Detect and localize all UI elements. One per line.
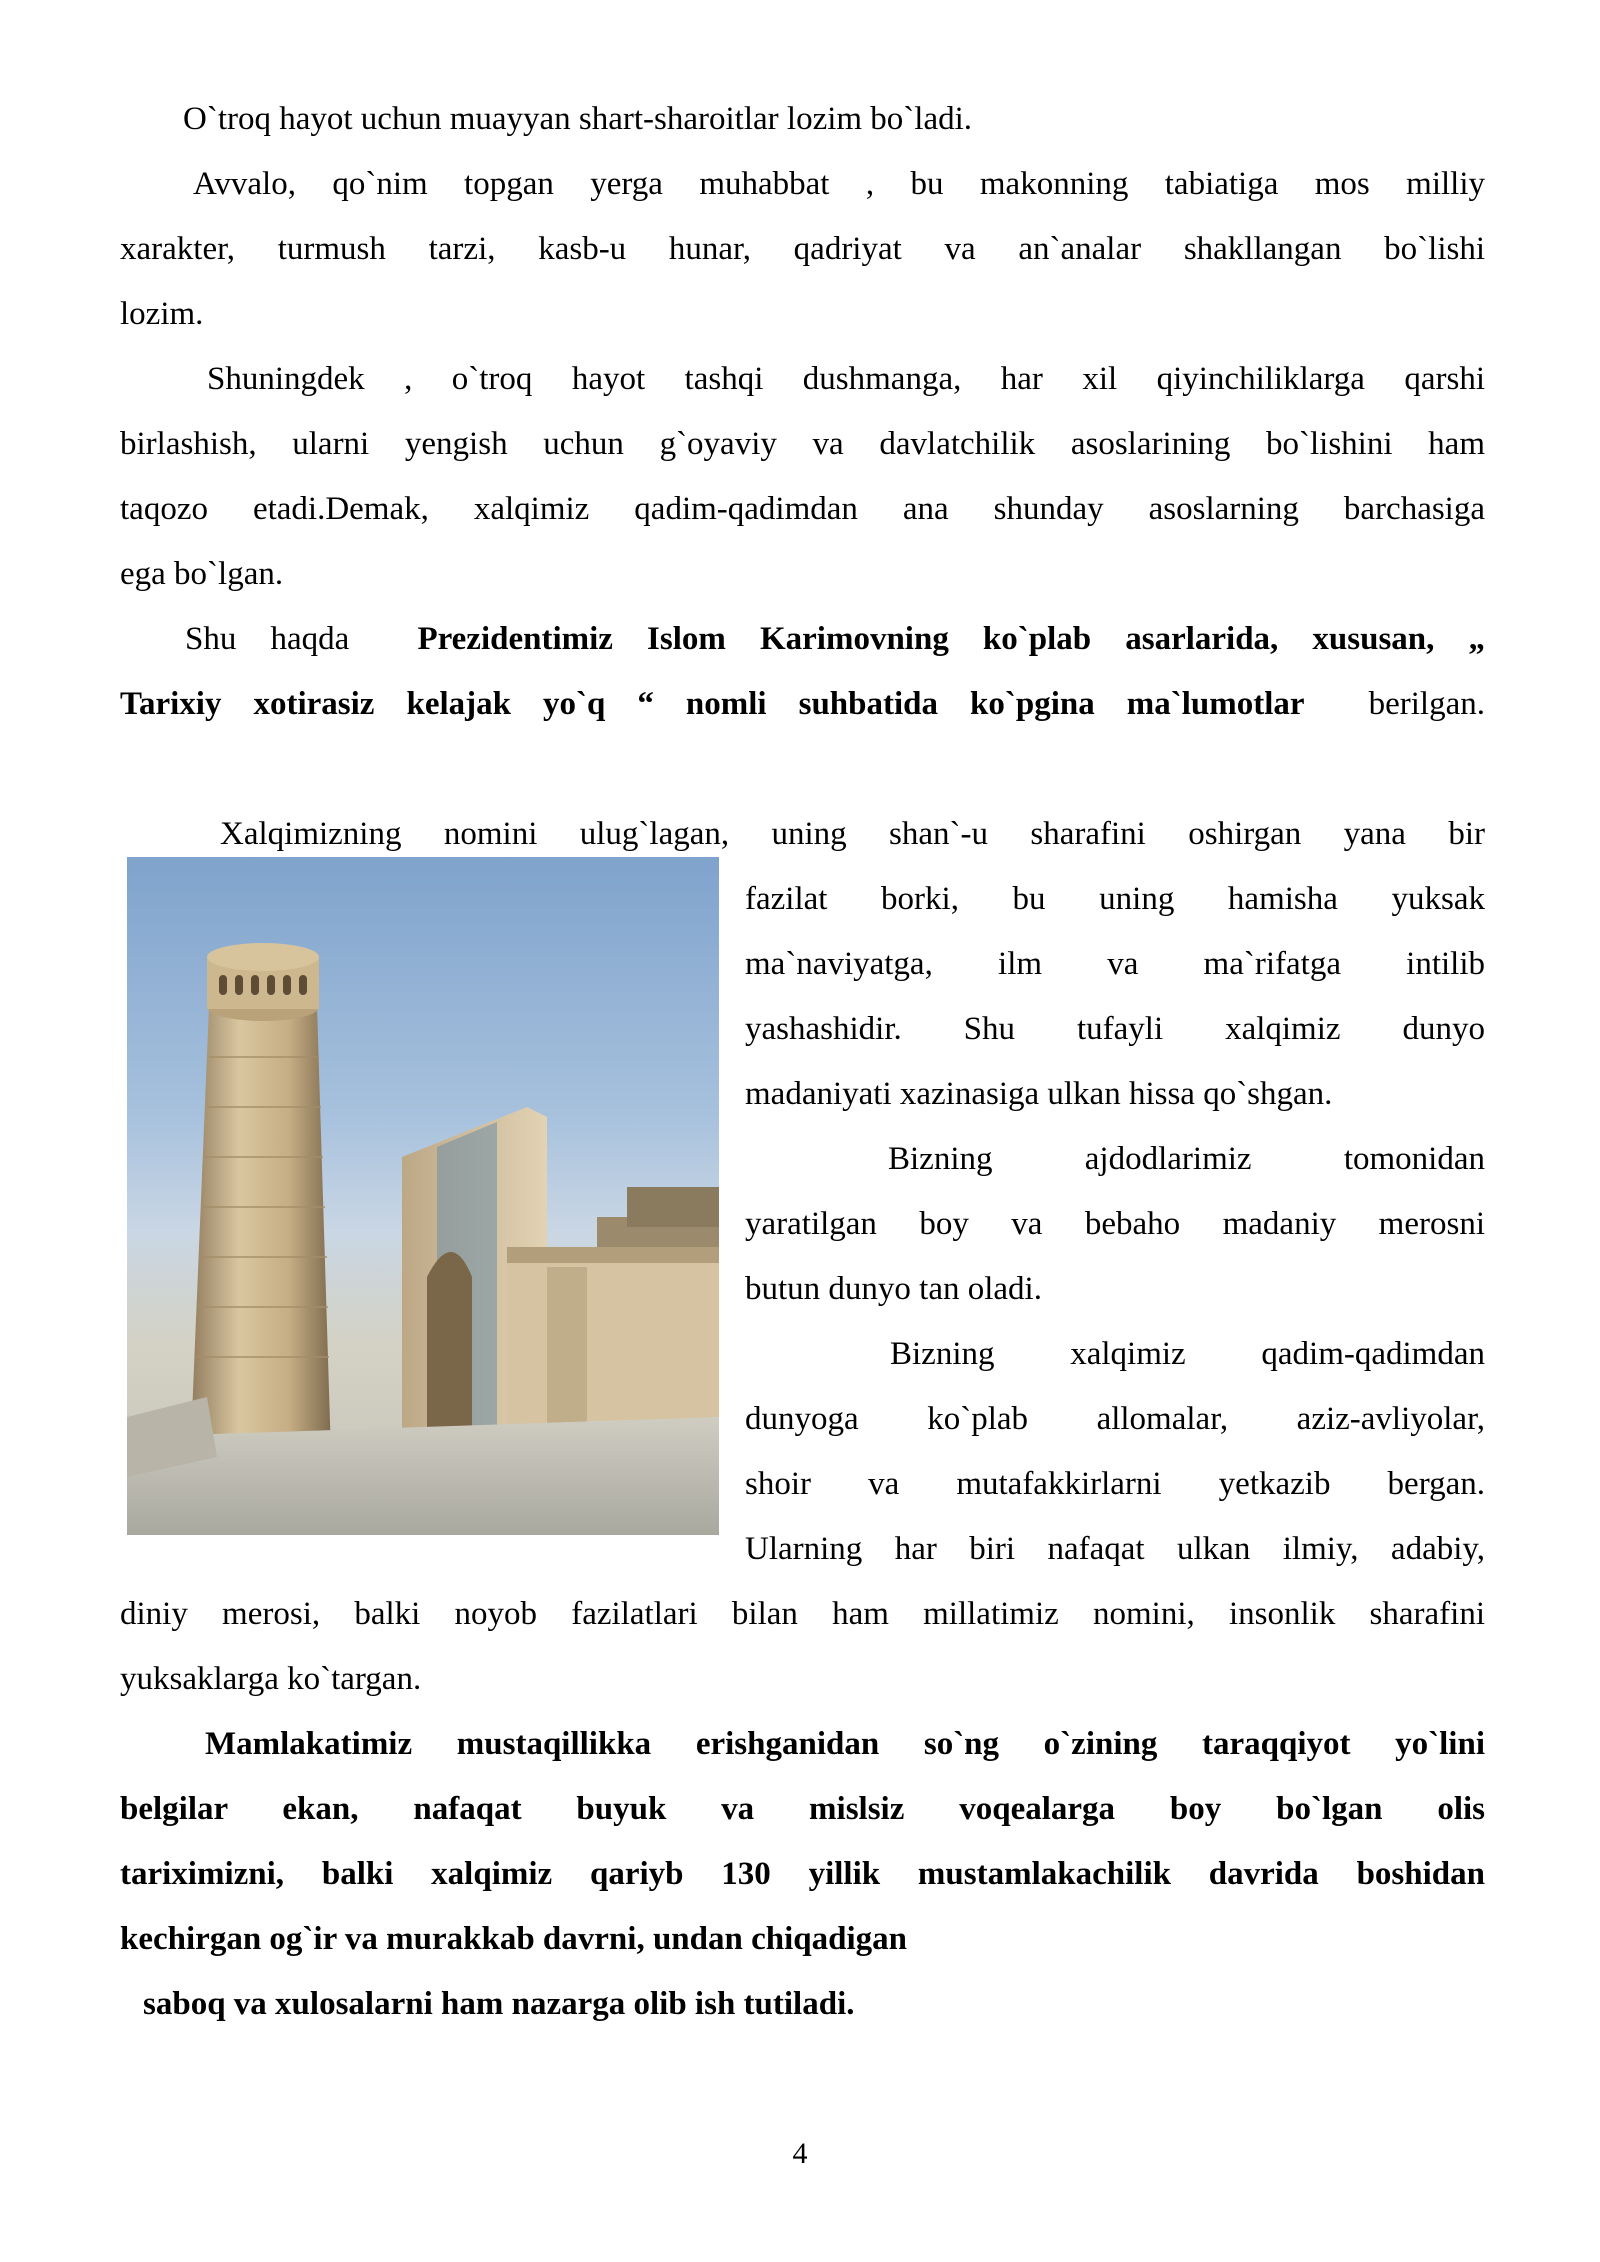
text-line: yaratilgan boy va bebaho madaniy merosni	[745, 1206, 1485, 1242]
text-line: taqozo etadi.Demak, xalqimiz qadim-qadimdan ana shunday asoslarning barchasiga	[120, 491, 1485, 527]
text-line: ma`naviyatga, ilm va ma`rifatga intilib	[745, 946, 1485, 982]
text-line: Bizning xalqimiz qadim-qadimdan	[890, 1336, 1485, 1372]
minaret-photo-icon	[127, 857, 719, 1535]
text-line: Xalqimizning nomini ulug`lagan, uning shan`-u sharafini oshirgan yana bir	[220, 816, 1485, 852]
text-line: Ularning har biri nafaqat ulkan ilmiy, adabiy,	[745, 1531, 1485, 1567]
text-line: ega bo`lgan.	[120, 556, 284, 592]
text-line: butun dunyo tan oladi.	[745, 1271, 1042, 1307]
plain-text: Shu haqda	[185, 621, 350, 657]
text-line: lozim.	[120, 296, 204, 332]
text-line: madaniyati xazinasiga ulkan hissa qo`shgan.	[745, 1076, 1333, 1112]
text-line: Avvalo, qo`nim topgan yerga muhabbat , bu makonning tabiatiga mos milliy	[193, 166, 1485, 202]
text-line: diniy merosi, balki noyob fazilatlari bilan ham millatimiz nomini, insonlik sharafini	[120, 1596, 1485, 1632]
bold-text-line: Mamlakatimiz mustaqillikka erishganidan so`ng o`zining taraqqiyot yo`lini	[205, 1726, 1485, 1762]
text-line: shoir va mutafakkirlarni yetkazib bergan.	[745, 1466, 1485, 1502]
bold-text-line: saboq va xulosalarni ham nazarga olib ish tutiladi.	[143, 1986, 855, 2022]
bold-text: Prezidentimiz Islom Karimovning ko`plab asarlarida, xususan, „	[417, 621, 1485, 657]
president-reference-line	[120, 684, 1485, 724]
page-number: 4	[792, 2137, 808, 2170]
text-line: Bizning ajdodlarimiz tomonidan	[888, 1141, 1485, 1177]
bold-text-line: kechirgan og`ir va murakkab davrni, undan chiqadigan	[120, 1921, 908, 1957]
text-line: xarakter, turmush tarzi, kasb-u hunar, qadriyat va an`analar shakllangan bo`lishi	[120, 231, 1485, 267]
text-line: fazilat borki, bu uning hamisha yuksak	[745, 881, 1485, 917]
bold-text-line: tariximizni, balki xalqimiz qariyb 130 yillik mustamlakachilik davrida boshidan	[120, 1856, 1485, 1892]
bold-text: Tarixiy xotirasiz kelajak yo`q “ nomli suhbatida ko`pgina ma`lumotlar	[120, 686, 1305, 722]
text-line: O`troq hayot uchun muayyan shart-sharoitlar lozim bo`ladi.	[183, 101, 973, 137]
bold-text-line: belgilar ekan, nafaqat buyuk va mislsiz voqealarga boy bo`lgan olis	[120, 1791, 1485, 1827]
president-reference-line	[185, 619, 1485, 659]
text-line: yashashidir. Shu tufayli xalqimiz dunyo	[745, 1011, 1485, 1047]
text-line: dunyoga ko`plab allomalar, aziz-avliyolar,	[745, 1401, 1485, 1437]
text-line: yuksaklarga ko`targan.	[120, 1661, 422, 1697]
text-line: Shuningdek , o`troq hayot tashqi dushmanga, har xil qiyinchiliklarga qarshi	[207, 361, 1485, 397]
plain-text: berilgan.	[1368, 686, 1485, 722]
text-line: birlashish, ularni yengish uchun g`oyaviy va davlatchilik asoslarining bo`lishini ham	[120, 426, 1485, 462]
minaret-illustration	[127, 857, 719, 1535]
